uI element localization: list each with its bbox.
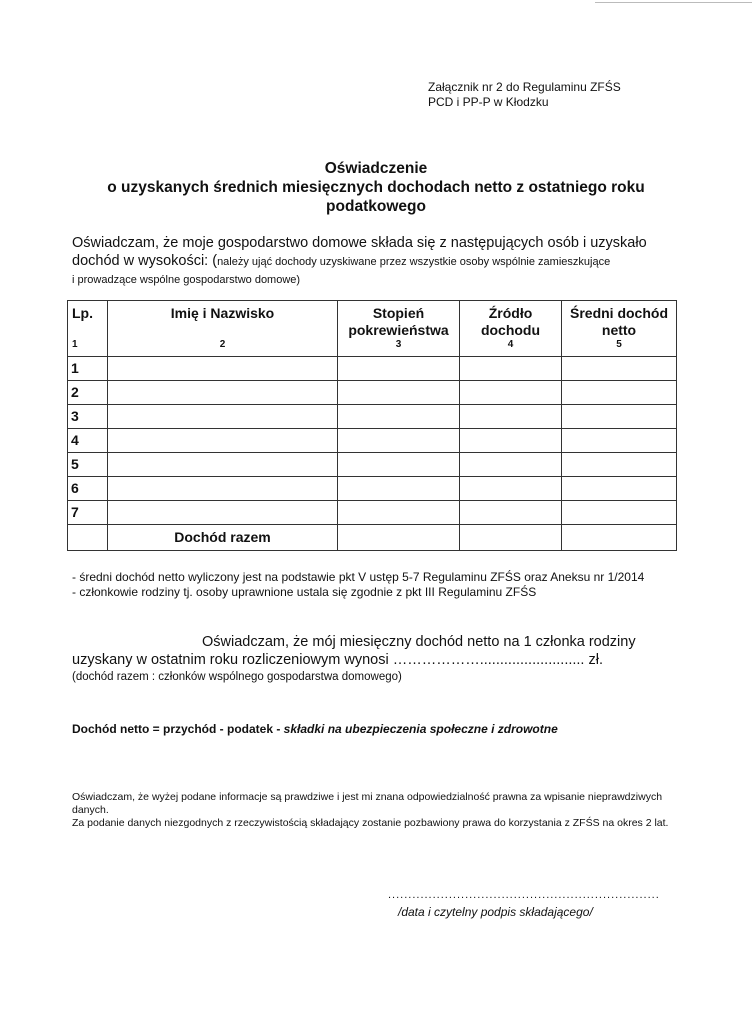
total-row [68, 525, 677, 551]
income-cell[interactable] [562, 501, 677, 525]
table-row [68, 381, 677, 405]
relation-cell[interactable] [338, 381, 460, 405]
income-cell[interactable] [562, 477, 677, 501]
header-lp-label: Lp. [72, 305, 93, 321]
table-row [68, 477, 677, 501]
header-cell-name [108, 301, 338, 357]
net-income-formula [72, 722, 558, 736]
row-number: 1 [68, 357, 108, 381]
name-cell[interactable] [108, 477, 338, 501]
relation-cell[interactable] [338, 405, 460, 429]
notes [72, 570, 644, 600]
intro-line-2-note: należy ująć dochody uzyskiwane przez wszystkie osoby wspólnie zamieszkujące [217, 256, 611, 268]
income-cell[interactable] [562, 453, 677, 477]
relation-cell[interactable] [338, 501, 460, 525]
signature-line[interactable]: ................................................................... [388, 889, 660, 901]
header-income-num: 5 [616, 339, 622, 350]
header-name-num: 2 [219, 339, 226, 350]
name-cell[interactable] [108, 381, 338, 405]
relation-cell[interactable] [338, 453, 460, 477]
table-row [68, 357, 677, 381]
household-table [67, 300, 677, 551]
header-name-label: Imię i Nazwisko [170, 305, 275, 321]
title-line-1: Oświadczenie [324, 160, 428, 177]
row-number: 6 [68, 477, 108, 501]
intro-line-3: i prowadzące wspólne gospodarstwo domowe) [72, 274, 301, 286]
table-row [68, 501, 677, 525]
title-line-3: podatkowego [326, 198, 426, 215]
source-cell[interactable] [460, 501, 562, 525]
source-cell[interactable] [460, 477, 562, 501]
fine-print-line-2: Za podanie danych niezgodnych z rzeczywistością składający zostanie pozbawiony prawa do korzystania z ZFŚS na okres 2 lat. [72, 817, 669, 829]
formula-plain: Dochód netto = przychód - podatek - [72, 722, 284, 736]
declaration-line-1: Oświadczam, że mój miesięczny dochód netto na 1 członka rodziny [202, 634, 636, 650]
table-row [68, 453, 677, 477]
row-number: 2 [68, 381, 108, 405]
name-cell[interactable] [108, 453, 338, 477]
document-title [40, 159, 712, 216]
header-cell-relation [338, 301, 460, 357]
table-row [68, 429, 677, 453]
relation-cell[interactable] [338, 429, 460, 453]
declaration-line-2: uzyskany w ostatnim roku rozliczeniowym wynosi ……………….......................... zł. [72, 652, 603, 668]
row-number: 5 [68, 453, 108, 477]
formula-italic: składki na ubezpieczenia społeczne i zdrowotne [283, 722, 558, 736]
attachment-note [428, 80, 621, 110]
total-label: Dochód razem [108, 525, 338, 551]
header-cell-source [460, 301, 562, 357]
income-cell[interactable] [562, 381, 677, 405]
row-number: 7 [68, 501, 108, 525]
total-empty-cell [68, 525, 108, 551]
attachment-line-1: Załącznik nr 2 do Regulaminu ZFŚS [428, 80, 621, 94]
header-source-num: 4 [507, 339, 514, 350]
total-source-cell [460, 525, 562, 551]
fine-print [72, 791, 672, 830]
intro-paragraph [72, 234, 712, 289]
source-cell[interactable] [460, 429, 562, 453]
source-cell[interactable] [460, 381, 562, 405]
source-cell[interactable] [460, 405, 562, 429]
declaration-line-3: (dochód razem : członków wspólnego gospodarstwa domowego) [72, 671, 402, 683]
note-line-1: - średni dochód netto wyliczony jest na podstawie pkt V ustęp 5-7 Regulaminu ZFŚS oraz Aneksu nr 1/2014 [72, 570, 645, 584]
relation-cell[interactable] [338, 357, 460, 381]
title-line-2: o uzyskanych średnich miesięcznych dochodach netto z ostatniego roku [107, 179, 645, 196]
header-lp-num: 1 [72, 339, 78, 350]
attachment-line-2: PCD i PP-P w Kłodzku [428, 95, 549, 109]
income-cell[interactable] [562, 429, 677, 453]
name-cell[interactable] [108, 405, 338, 429]
header-relation-label: Stopień pokrewieństwa [348, 305, 449, 338]
intro-line-1: Oświadczam, że moje gospodarstwo domowe składa się z następujących osób i uzyskało [72, 235, 647, 251]
header-source-label: Źródło dochodu [480, 305, 541, 338]
name-cell[interactable] [108, 357, 338, 381]
fine-print-line-1: Oświadczam, że wyżej podane informacje są prawdziwe i jest mi znana odpowiedzialność prawna za wpisanie nieprawdziwych danych. [72, 791, 663, 816]
relation-cell[interactable] [338, 477, 460, 501]
total-relation-cell [338, 525, 460, 551]
income-cell[interactable] [562, 357, 677, 381]
source-cell[interactable] [460, 357, 562, 381]
total-income-cell[interactable] [562, 525, 677, 551]
note-line-2: - członkowie rodziny tj. osoby uprawnione ustala się zgodnie z pkt III Regulaminu ZFŚS [72, 585, 537, 599]
income-declaration [72, 633, 692, 685]
source-cell[interactable] [460, 453, 562, 477]
row-number: 3 [68, 405, 108, 429]
intro-line-2 [72, 252, 712, 271]
table-header-row [68, 301, 677, 357]
row-number: 4 [68, 429, 108, 453]
intro-line-2-main: dochód w wysokości: ( [72, 253, 218, 269]
signature-label: /data i czytelny podpis składającego/ [398, 905, 593, 919]
header-cell-income [562, 301, 677, 357]
table-row [68, 405, 677, 429]
income-cell[interactable] [562, 405, 677, 429]
name-cell[interactable] [108, 429, 338, 453]
header-cell-lp [68, 301, 108, 357]
name-cell[interactable] [108, 501, 338, 525]
scan-edge-line [595, 2, 752, 3]
header-relation-num: 3 [395, 339, 402, 350]
header-income-label: Średni dochód netto [570, 305, 668, 338]
